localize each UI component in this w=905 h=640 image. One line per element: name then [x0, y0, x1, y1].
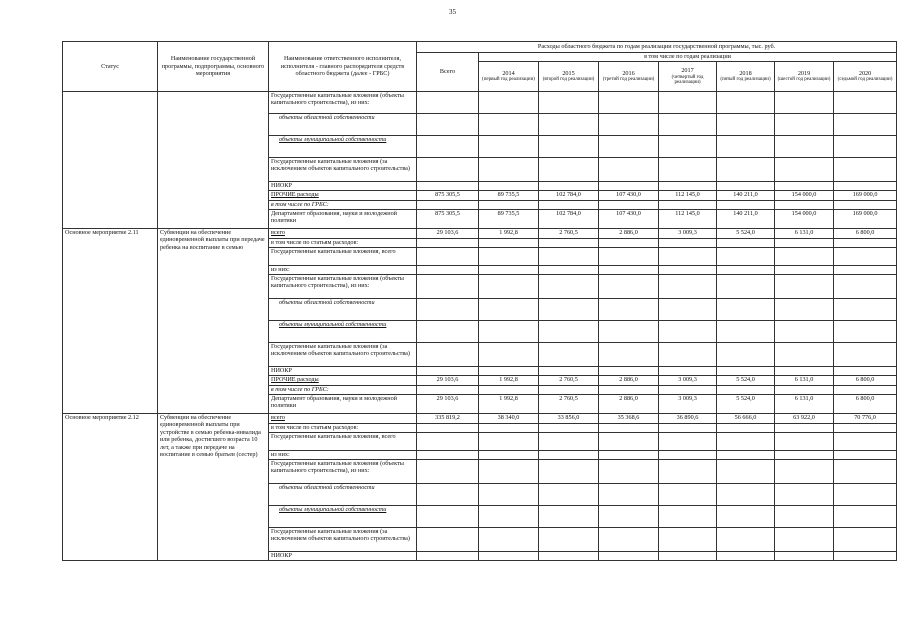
year-value-cell: [717, 182, 775, 191]
year-value-cell: [599, 275, 659, 299]
total-value-cell: [417, 528, 479, 552]
year-value-cell: [539, 343, 599, 367]
expense-item-label: Государственные капитальные вложения (за исключением объектов капитального строительства): [269, 158, 417, 182]
year-value-cell: [539, 114, 599, 136]
year-value-cell: 56 666,0: [717, 414, 775, 424]
header-total: Всего: [417, 53, 479, 92]
year-value-cell: [775, 201, 834, 210]
year-value-cell: [599, 343, 659, 367]
year-value-cell: [599, 158, 659, 182]
year-value-cell: [599, 201, 659, 210]
year-value-cell: [479, 299, 539, 321]
total-value-cell: 875 305,5: [417, 191, 479, 201]
year-value-cell: [717, 114, 775, 136]
total-value-cell: 875 305,5: [417, 210, 479, 229]
year-value-cell: [717, 484, 775, 506]
header-year: 2014 (первый год реализации): [479, 62, 539, 92]
total-value-cell: [417, 136, 479, 158]
total-value-cell: [417, 201, 479, 210]
header-program: Наименование государственной программы, подпрограммы, основного мероприятия: [158, 42, 269, 92]
year-value-cell: [717, 239, 775, 248]
year-value-cell: [479, 451, 539, 460]
year-value-cell: [775, 460, 834, 484]
year-value-cell: [479, 201, 539, 210]
table-row: [63, 414, 897, 424]
header-year: 2015 (второй год реализации): [539, 62, 599, 92]
year-value-cell: [717, 552, 775, 561]
year-value-cell: [479, 433, 539, 451]
year-value-cell: [539, 506, 599, 528]
header-year: 2017 (четвертый год реализации): [659, 62, 717, 92]
year-value-cell: [599, 367, 659, 376]
expense-item-label: в том числе по статьям расходов:: [269, 424, 417, 433]
table-row: [63, 229, 897, 239]
year-value-cell: [775, 299, 834, 321]
year-value-cell: 2 760,5: [539, 229, 599, 239]
expense-item-label: Государственные капитальные вложения, всего: [269, 433, 417, 451]
year-value-cell: [539, 528, 599, 552]
year-value-cell: [659, 433, 717, 451]
year-value-cell: [599, 321, 659, 343]
year-value-cell: [775, 136, 834, 158]
year-value-cell: [479, 92, 539, 114]
year-value-cell: 5 524,0: [717, 376, 775, 386]
year-value-cell: 2 760,5: [539, 376, 599, 386]
year-value-cell: [834, 451, 897, 460]
year-value-cell: 112 145,0: [659, 210, 717, 229]
total-value-cell: [417, 275, 479, 299]
year-value-cell: [539, 182, 599, 191]
year-value-cell: [599, 266, 659, 275]
header-executor: Наименование ответственного исполнителя, исполнителя - главного распорядителя средств областного бюджета (далее - ГРБС): [269, 42, 417, 92]
total-value-cell: [417, 158, 479, 182]
expense-item-label: всего: [269, 229, 417, 239]
year-value-cell: [834, 136, 897, 158]
year-value-cell: 6 800,0: [834, 395, 897, 414]
year-value-cell: [834, 114, 897, 136]
year-value-cell: [599, 528, 659, 552]
total-value-cell: [417, 321, 479, 343]
expense-item-label: объекты областной собственности: [269, 484, 417, 506]
year-value-cell: [539, 433, 599, 451]
year-value-cell: [599, 451, 659, 460]
expense-item-label: ПРОЧИЕ расходы: [269, 376, 417, 386]
year-value-cell: [659, 299, 717, 321]
year-value-cell: [834, 367, 897, 376]
year-value-cell: 36 890,6: [659, 414, 717, 424]
year-value-cell: [599, 506, 659, 528]
total-value-cell: 335 819,2: [417, 414, 479, 424]
year-value-cell: [834, 343, 897, 367]
expense-item-label: Департамент образования, науки и молодежной политики: [269, 210, 417, 229]
year-value-cell: [539, 158, 599, 182]
year-value-cell: [717, 433, 775, 451]
total-value-cell: 29 103,6: [417, 376, 479, 386]
year-value-cell: 1 992,8: [479, 376, 539, 386]
year-value-cell: [479, 275, 539, 299]
total-value-cell: [417, 367, 479, 376]
year-value-cell: [834, 528, 897, 552]
year-value-cell: [775, 424, 834, 433]
header-year: 2019 (шестой год реализации): [775, 62, 834, 92]
year-value-cell: [599, 484, 659, 506]
year-value-cell: [659, 239, 717, 248]
year-value-cell: [479, 484, 539, 506]
header-expenses: Расходы областного бюджета по годам реализации государственной программы, тыс. руб.: [417, 42, 897, 53]
year-value-cell: 5 524,0: [717, 229, 775, 239]
status-cell: Основное мероприятие 2.11: [63, 229, 158, 414]
year-value-cell: 6 131,0: [775, 376, 834, 386]
year-value-cell: [479, 136, 539, 158]
year-value-cell: [659, 92, 717, 114]
year-value-cell: [659, 321, 717, 343]
year-value-cell: [659, 386, 717, 395]
expense-item-label: объекты областной собственности: [269, 299, 417, 321]
year-value-cell: 140 211,0: [717, 191, 775, 201]
year-value-cell: [479, 528, 539, 552]
year-value-cell: [659, 484, 717, 506]
year-value-cell: [659, 424, 717, 433]
expense-item-label: объекты областной собственности: [269, 114, 417, 136]
expense-item-label: Государственные капитальные вложения (за исключением объектов капитального строительства): [269, 343, 417, 367]
expense-item-label: всего: [269, 414, 417, 424]
year-value-cell: [599, 552, 659, 561]
year-value-cell: [834, 275, 897, 299]
year-value-cell: [599, 114, 659, 136]
budget-table: [62, 41, 897, 561]
year-value-cell: 35 368,6: [599, 414, 659, 424]
year-value-cell: [834, 460, 897, 484]
expense-item-label: из них:: [269, 266, 417, 275]
year-value-cell: [539, 239, 599, 248]
program-name-cell: Субвенции на обеспечение единовременной выплаты при устройстве в семью ребенка-инвалида или ребенка, достигшего возраста 10 лет, а также при передаче на воспитание в семью братьев (сестер): [158, 414, 269, 561]
year-value-cell: 140 211,0: [717, 210, 775, 229]
expense-item-label: НИОКР: [269, 552, 417, 561]
year-value-cell: [479, 266, 539, 275]
expense-item-label: Департамент образования, науки и молодежной политики: [269, 395, 417, 414]
year-value-cell: 1 992,8: [479, 395, 539, 414]
year-value-cell: [717, 451, 775, 460]
year-value-cell: 3 009,3: [659, 229, 717, 239]
year-value-cell: [539, 201, 599, 210]
year-value-cell: [775, 275, 834, 299]
year-value-cell: 2 760,5: [539, 395, 599, 414]
year-value-cell: [717, 275, 775, 299]
expense-item-label: Государственные капитальные вложения (объекты капитального строительства), из них:: [269, 460, 417, 484]
year-value-cell: [479, 239, 539, 248]
header-status: Статус: [63, 42, 158, 92]
year-value-cell: 6 131,0: [775, 229, 834, 239]
year-value-cell: 102 784,0: [539, 191, 599, 201]
expense-item-label: в том числе по статьям расходов:: [269, 239, 417, 248]
total-value-cell: [417, 460, 479, 484]
page-number: 35: [449, 8, 456, 16]
year-value-cell: [539, 367, 599, 376]
year-value-cell: [775, 528, 834, 552]
year-value-cell: [834, 424, 897, 433]
year-value-cell: [775, 182, 834, 191]
year-value-cell: [717, 506, 775, 528]
year-value-cell: [599, 299, 659, 321]
year-value-cell: 154 000,0: [775, 191, 834, 201]
program-name-cell: Субвенции на обеспечение единовременной выплаты при передаче ребенка на воспитание в семью: [158, 229, 269, 414]
total-value-cell: 29 103,6: [417, 229, 479, 239]
year-value-cell: [775, 343, 834, 367]
year-value-cell: [834, 239, 897, 248]
year-value-cell: [599, 92, 659, 114]
year-value-cell: 6 800,0: [834, 229, 897, 239]
expense-item-label: в том числе по ГРБС:: [269, 386, 417, 395]
year-value-cell: [717, 158, 775, 182]
year-value-cell: [479, 506, 539, 528]
year-value-cell: 2 886,0: [599, 376, 659, 386]
year-value-cell: 107 430,0: [599, 191, 659, 201]
status-cell: [63, 92, 158, 229]
year-value-cell: [599, 424, 659, 433]
year-value-cell: [479, 248, 539, 266]
year-value-cell: [775, 239, 834, 248]
year-value-cell: [717, 343, 775, 367]
year-value-cell: [834, 506, 897, 528]
year-value-cell: [834, 433, 897, 451]
expense-item-label: ПРОЧИЕ расходы: [269, 191, 417, 201]
year-value-cell: [539, 460, 599, 484]
expense-item-label: Государственные капитальные вложения, всего: [269, 248, 417, 266]
year-value-cell: [479, 552, 539, 561]
status-cell: Основное мероприятие 2.12: [63, 414, 158, 561]
year-value-cell: [479, 367, 539, 376]
year-value-cell: [599, 239, 659, 248]
year-value-cell: [717, 528, 775, 552]
year-value-cell: [717, 92, 775, 114]
program-name-cell: [158, 92, 269, 229]
year-value-cell: [717, 367, 775, 376]
year-value-cell: [659, 506, 717, 528]
year-value-cell: [717, 201, 775, 210]
total-value-cell: [417, 552, 479, 561]
year-value-cell: [539, 92, 599, 114]
year-value-cell: [479, 114, 539, 136]
year-value-cell: [659, 275, 717, 299]
total-value-cell: [417, 266, 479, 275]
year-value-cell: [775, 92, 834, 114]
header-year: 2020 (седьмой год реализации): [834, 62, 897, 92]
year-value-cell: [599, 182, 659, 191]
total-value-cell: [417, 92, 479, 114]
year-value-cell: [775, 552, 834, 561]
year-value-cell: [834, 321, 897, 343]
year-value-cell: [775, 386, 834, 395]
year-value-cell: 33 856,0: [539, 414, 599, 424]
expense-item-label: из них:: [269, 451, 417, 460]
year-value-cell: [539, 299, 599, 321]
year-value-cell: [539, 552, 599, 561]
expense-item-label: объекты муниципальной собственности: [269, 136, 417, 158]
year-value-cell: [775, 484, 834, 506]
year-value-cell: 154 000,0: [775, 210, 834, 229]
year-value-cell: [539, 136, 599, 158]
year-value-cell: [834, 484, 897, 506]
year-value-cell: [775, 321, 834, 343]
year-value-cell: 169 000,0: [834, 191, 897, 201]
year-value-cell: [775, 367, 834, 376]
year-value-cell: 63 922,0: [775, 414, 834, 424]
year-value-cell: [717, 386, 775, 395]
year-value-cell: 89 735,5: [479, 210, 539, 229]
year-value-cell: 2 886,0: [599, 229, 659, 239]
year-value-cell: [539, 266, 599, 275]
total-value-cell: [417, 484, 479, 506]
year-value-cell: [479, 424, 539, 433]
year-value-cell: 3 009,3: [659, 376, 717, 386]
year-value-cell: [659, 528, 717, 552]
year-value-cell: [539, 451, 599, 460]
year-value-cell: [659, 201, 717, 210]
year-value-cell: [775, 248, 834, 266]
total-value-cell: [417, 182, 479, 191]
year-value-cell: [775, 114, 834, 136]
year-value-cell: [717, 460, 775, 484]
total-value-cell: [417, 451, 479, 460]
year-value-cell: [539, 424, 599, 433]
year-value-cell: [775, 433, 834, 451]
year-value-cell: 38 340,0: [479, 414, 539, 424]
year-value-cell: [659, 248, 717, 266]
year-value-cell: 2 886,0: [599, 395, 659, 414]
year-value-cell: [659, 367, 717, 376]
year-value-cell: [659, 451, 717, 460]
total-value-cell: [417, 433, 479, 451]
year-value-cell: [834, 248, 897, 266]
expense-item-label: Государственные капитальные вложения (за исключением объектов капитального строительства): [269, 528, 417, 552]
year-value-cell: [599, 460, 659, 484]
year-value-cell: 3 009,3: [659, 395, 717, 414]
total-value-cell: [417, 343, 479, 367]
year-value-cell: [479, 343, 539, 367]
year-value-cell: 169 000,0: [834, 210, 897, 229]
year-value-cell: [599, 248, 659, 266]
year-value-cell: 112 145,0: [659, 191, 717, 201]
year-value-cell: 6 800,0: [834, 376, 897, 386]
year-value-cell: [539, 484, 599, 506]
total-value-cell: 29 103,6: [417, 395, 479, 414]
year-value-cell: 1 992,8: [479, 229, 539, 239]
year-value-cell: [599, 433, 659, 451]
year-value-cell: [659, 114, 717, 136]
year-value-cell: [717, 136, 775, 158]
year-value-cell: [834, 158, 897, 182]
year-value-cell: [717, 321, 775, 343]
year-value-cell: [834, 386, 897, 395]
expense-item-label: Государственные капитальные вложения (объекты капитального строительства), из них:: [269, 92, 417, 114]
year-value-cell: [479, 460, 539, 484]
year-value-cell: [539, 248, 599, 266]
year-value-cell: 70 776,0: [834, 414, 897, 424]
total-value-cell: [417, 239, 479, 248]
year-value-cell: [834, 266, 897, 275]
header-year: 2018 (пятый год реализации): [717, 62, 775, 92]
expense-item-label: объекты муниципальной собственности: [269, 321, 417, 343]
year-value-cell: [775, 158, 834, 182]
year-value-cell: [717, 424, 775, 433]
year-value-cell: [659, 460, 717, 484]
year-value-cell: [834, 92, 897, 114]
year-value-cell: [479, 182, 539, 191]
year-value-cell: [539, 386, 599, 395]
year-value-cell: [659, 158, 717, 182]
year-value-cell: [775, 266, 834, 275]
year-value-cell: [479, 158, 539, 182]
year-value-cell: [717, 248, 775, 266]
year-value-cell: 102 784,0: [539, 210, 599, 229]
year-value-cell: [659, 136, 717, 158]
year-value-cell: [599, 386, 659, 395]
total-value-cell: [417, 248, 479, 266]
year-value-cell: 6 131,0: [775, 395, 834, 414]
year-value-cell: [717, 299, 775, 321]
year-value-cell: [659, 343, 717, 367]
year-value-cell: [479, 321, 539, 343]
year-value-cell: 89 735,5: [479, 191, 539, 201]
expense-item-label: НИОКР: [269, 182, 417, 191]
year-value-cell: [834, 552, 897, 561]
year-value-cell: [659, 266, 717, 275]
table-row: [63, 92, 897, 114]
header-by-years: в том числе по годам реализации: [479, 53, 897, 62]
year-value-cell: [834, 299, 897, 321]
total-value-cell: [417, 424, 479, 433]
total-value-cell: [417, 299, 479, 321]
expense-item-label: объекты муниципальной собственности: [269, 506, 417, 528]
year-value-cell: [659, 552, 717, 561]
year-value-cell: [775, 451, 834, 460]
year-value-cell: [775, 506, 834, 528]
expense-item-label: Государственные капитальные вложения (объекты капитального строительства), из них:: [269, 275, 417, 299]
year-value-cell: [717, 266, 775, 275]
year-value-cell: [659, 182, 717, 191]
year-value-cell: 5 524,0: [717, 395, 775, 414]
year-value-cell: [539, 321, 599, 343]
year-value-cell: [834, 201, 897, 210]
expense-item-label: НИОКР: [269, 367, 417, 376]
header-year: 2016 (третий год реализации): [599, 62, 659, 92]
expense-item-label: в том числе по ГРБС:: [269, 201, 417, 210]
year-value-cell: [599, 136, 659, 158]
total-value-cell: [417, 386, 479, 395]
year-value-cell: [539, 275, 599, 299]
total-value-cell: [417, 114, 479, 136]
year-value-cell: [834, 182, 897, 191]
year-value-cell: [479, 386, 539, 395]
total-value-cell: [417, 506, 479, 528]
year-value-cell: 107 430,0: [599, 210, 659, 229]
